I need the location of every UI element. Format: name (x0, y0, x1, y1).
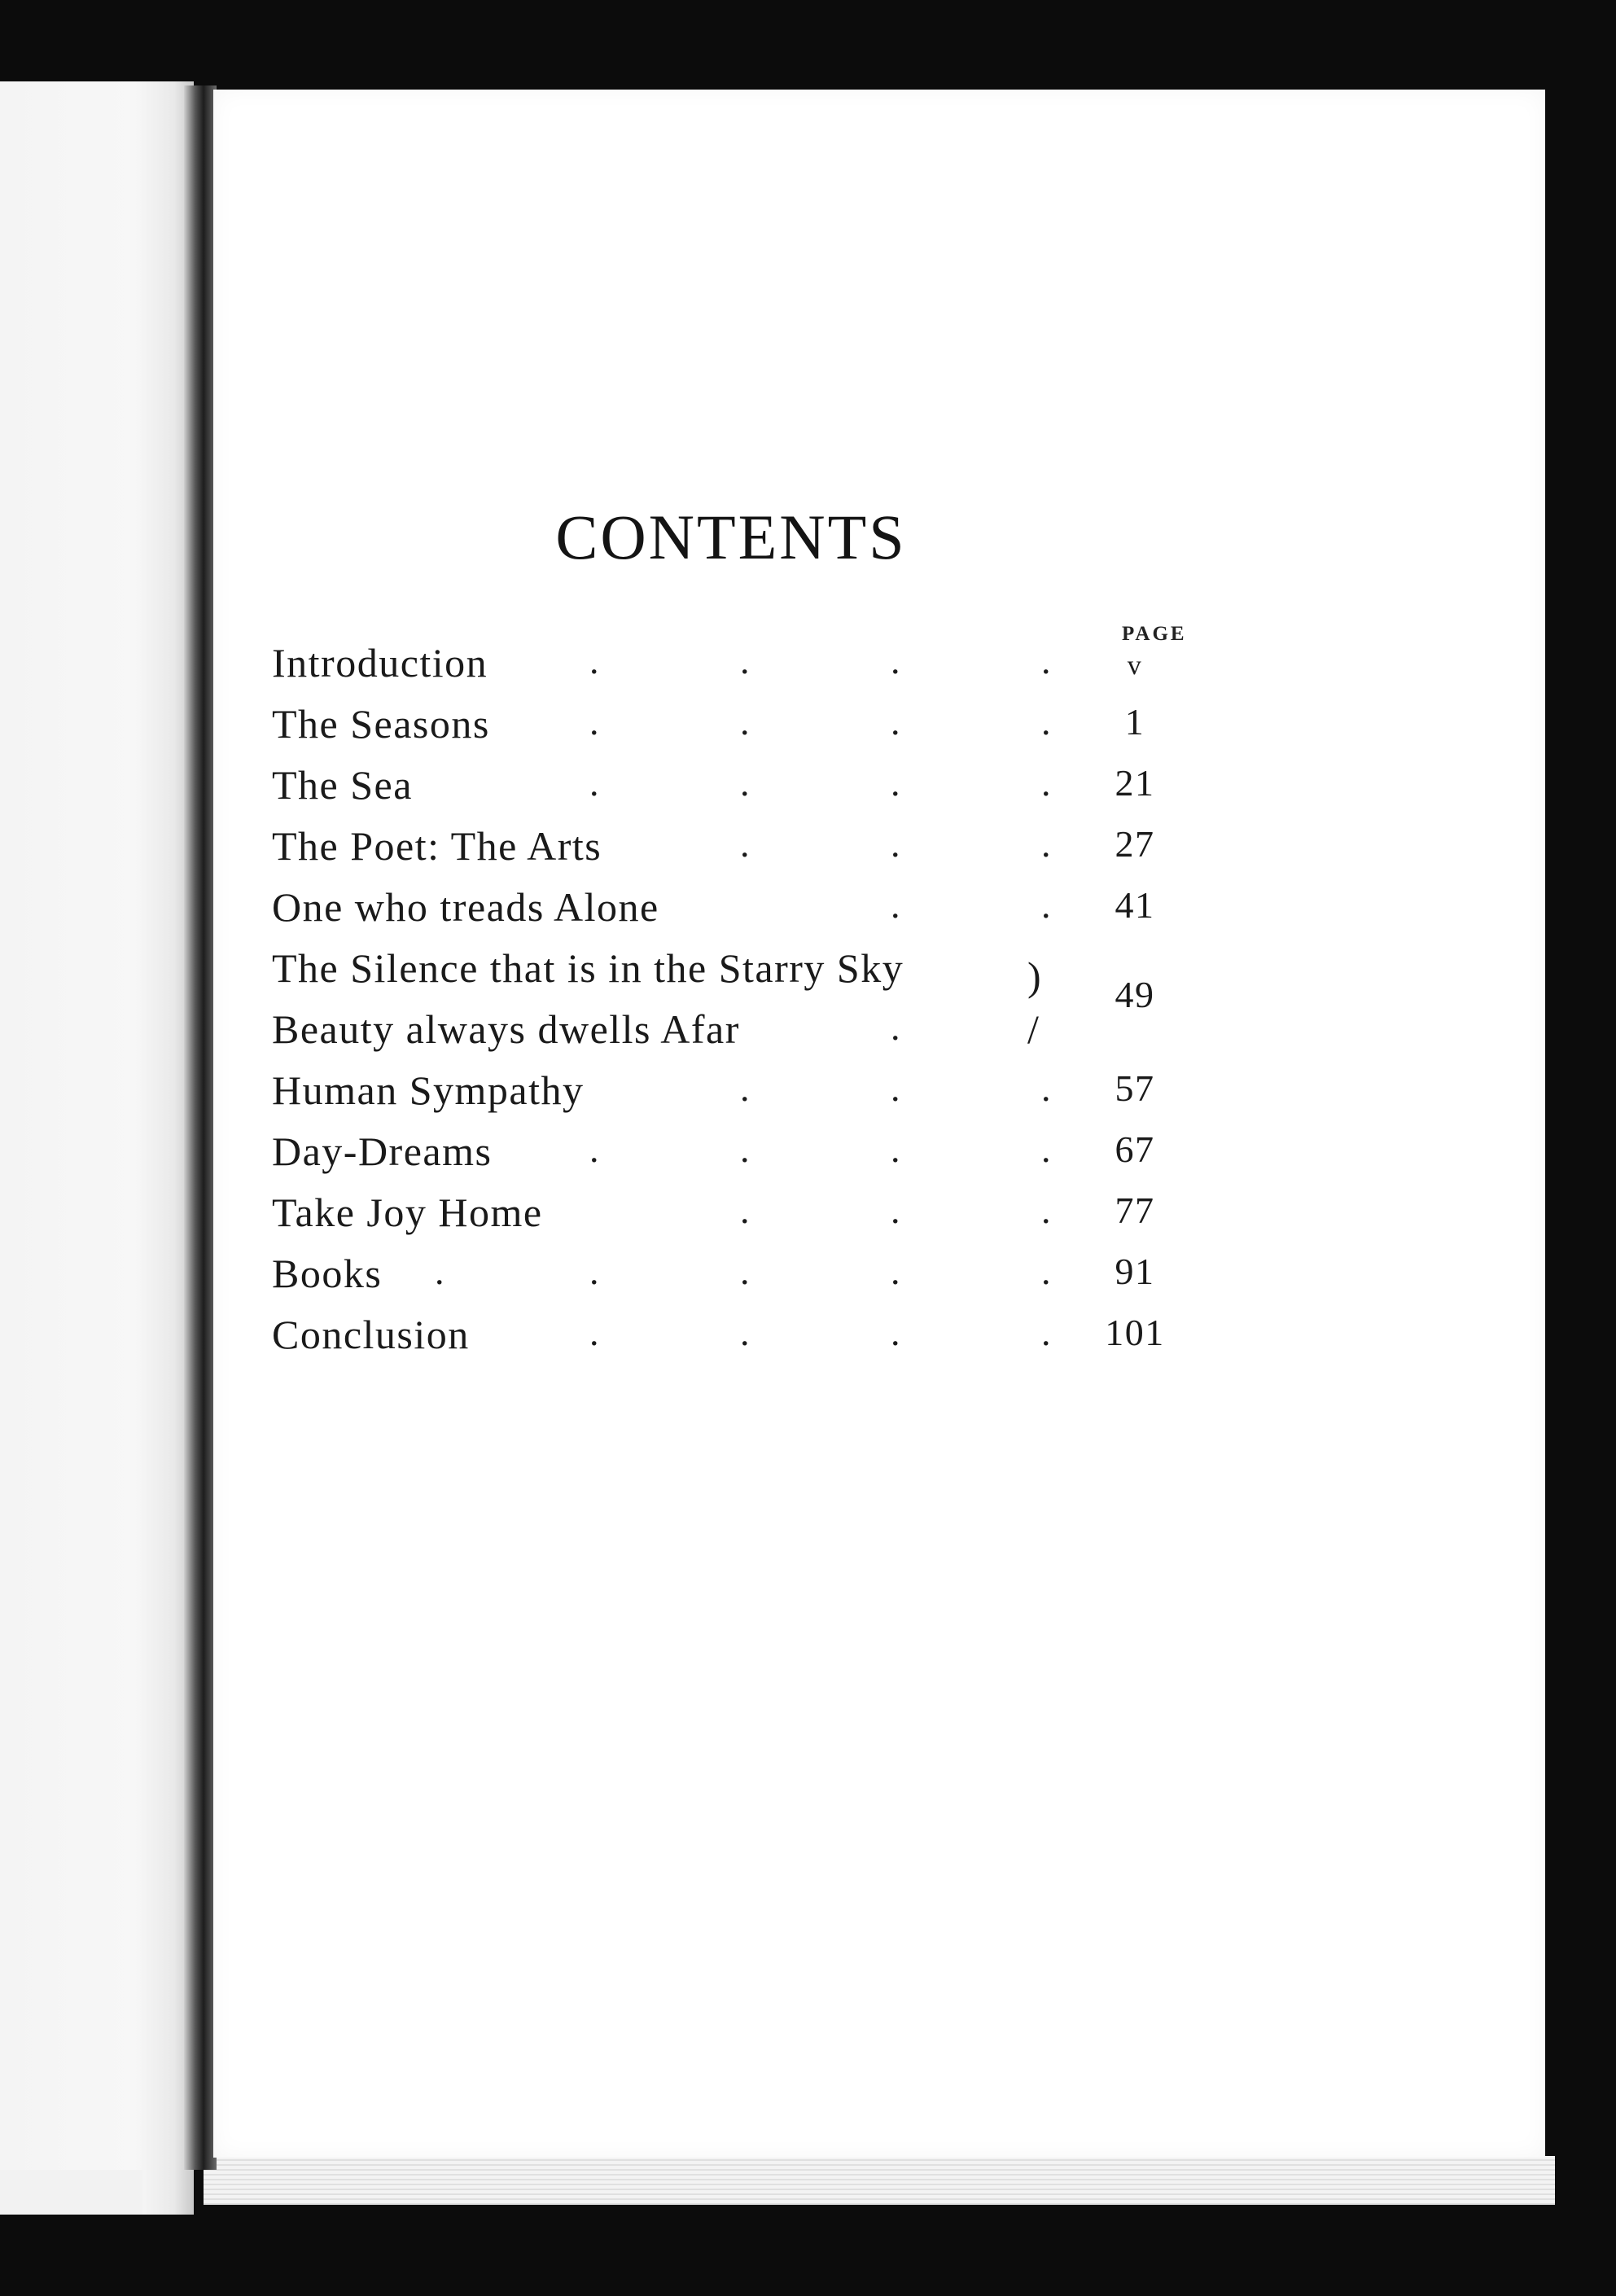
leader-dot: . (1041, 701, 1052, 743)
leader-dot: . (891, 762, 901, 804)
leader-dot: . (891, 1006, 901, 1048)
toc-entry-title: The Silence that is in the Starry Sky (272, 945, 904, 991)
toc-entry-title: Introduction (272, 640, 488, 686)
toc-entry-page: 77 (1115, 1190, 1155, 1231)
leader-dot: . (891, 823, 901, 865)
toc-entry-the-silence-that-is-in-the-starry-sky[interactable] (272, 944, 1184, 1001)
leader-dot: . (740, 1251, 751, 1292)
leader-dot: . (891, 640, 901, 681)
toc-entry-title: One who treads Alone (272, 884, 659, 930)
leader-dot: . (891, 884, 901, 926)
toc-entry-page: 57 (1115, 1067, 1155, 1109)
leader-dot: . (589, 701, 600, 743)
toc-entry-beauty-always-dwells-afar[interactable] (272, 974, 1184, 1063)
toc-entry-page: 101 (1105, 1312, 1165, 1353)
toc-entry-title: The Poet: The Arts (272, 823, 602, 869)
leader-dot: . (1041, 1067, 1052, 1109)
leader-dot: . (589, 1128, 600, 1170)
leader-dot: . (589, 762, 600, 804)
toc-entry-title: Books (272, 1251, 383, 1296)
toc-entry-title: The Seasons (272, 701, 490, 747)
leader-dot: . (891, 1067, 901, 1109)
toc-entry-title: Conclusion (272, 1312, 470, 1357)
toc-entry-page: 41 (1115, 884, 1155, 926)
toc-entry-one-who-treads-alone[interactable] (272, 883, 1184, 940)
toc-entry-title: Take Joy Home (272, 1190, 543, 1235)
toc-entry-page: 27 (1115, 823, 1155, 865)
page-column-heading: PAGE (1122, 623, 1187, 645)
leader-dot: . (1041, 1251, 1052, 1292)
leader-dot: . (589, 640, 600, 681)
leader-dot: . (740, 823, 751, 865)
leader-dot: . (1041, 640, 1052, 681)
contents-page (213, 90, 1545, 2158)
leader-dot: . (891, 1251, 901, 1292)
leader-dot: . (740, 640, 751, 681)
toc-entry-page: 1 (1124, 701, 1145, 743)
leader-dot: . (1041, 1128, 1052, 1170)
leader-dot: . (589, 1312, 600, 1353)
toc-entry-page: 21 (1115, 762, 1155, 804)
leader-dot: . (740, 1067, 751, 1109)
toc-entry-page: v (1127, 651, 1143, 681)
leader-dot: . (740, 762, 751, 804)
toc-entry-books[interactable] (272, 1250, 1184, 1307)
toc-entry-page: 49 (1115, 974, 1155, 1015)
leader-dot: . (740, 701, 751, 743)
leader-dot: . (1041, 1190, 1052, 1231)
left-page-edge (0, 2170, 142, 2215)
leader-dot: . (740, 1190, 751, 1231)
page-stack-edges (204, 2156, 1555, 2205)
contents-title: CONTENTS (555, 502, 907, 572)
leader-dot: . (740, 1312, 751, 1353)
toc-entry-title: The Sea (272, 762, 413, 808)
leader-dot: . (1041, 1312, 1052, 1353)
toc-entry-take-joy-home[interactable] (272, 1189, 1184, 1246)
toc-entry-the-poet-the-arts[interactable] (272, 822, 1184, 879)
brace-top-mark: ) (1027, 953, 1041, 999)
toc-entry-title: Day-Dreams (272, 1128, 493, 1174)
toc-entry-title: Human Sympathy (272, 1067, 585, 1113)
left-facing-page (0, 81, 194, 2215)
toc-entry-the-seasons[interactable] (272, 700, 1184, 757)
leader-dot: . (435, 1251, 445, 1292)
leader-dot: . (1041, 762, 1052, 804)
leader-dot: . (589, 1251, 600, 1292)
leader-dot: . (891, 1312, 901, 1353)
toc-entry-day-dreams[interactable] (272, 1128, 1184, 1185)
toc-entry-human-sympathy[interactable] (272, 1067, 1184, 1124)
leader-dot: . (1041, 884, 1052, 926)
toc-entry-the-sea[interactable] (272, 761, 1184, 818)
leader-dot: . (891, 1128, 901, 1170)
leader-dot: . (891, 701, 901, 743)
book-gutter (184, 85, 217, 2170)
leader-dot: . (891, 1190, 901, 1231)
toc-entry-title: Beauty always dwells Afar (272, 1006, 740, 1052)
toc-entry-conclusion[interactable] (272, 1311, 1184, 1368)
leader-dot: . (1041, 823, 1052, 865)
brace-bottom-mark: / (1027, 1006, 1039, 1052)
leader-dot: . (740, 1128, 751, 1170)
toc-entry-page: 91 (1115, 1251, 1155, 1292)
toc-entry-introduction[interactable] (272, 639, 1184, 696)
toc-entry-page: 67 (1115, 1128, 1155, 1170)
